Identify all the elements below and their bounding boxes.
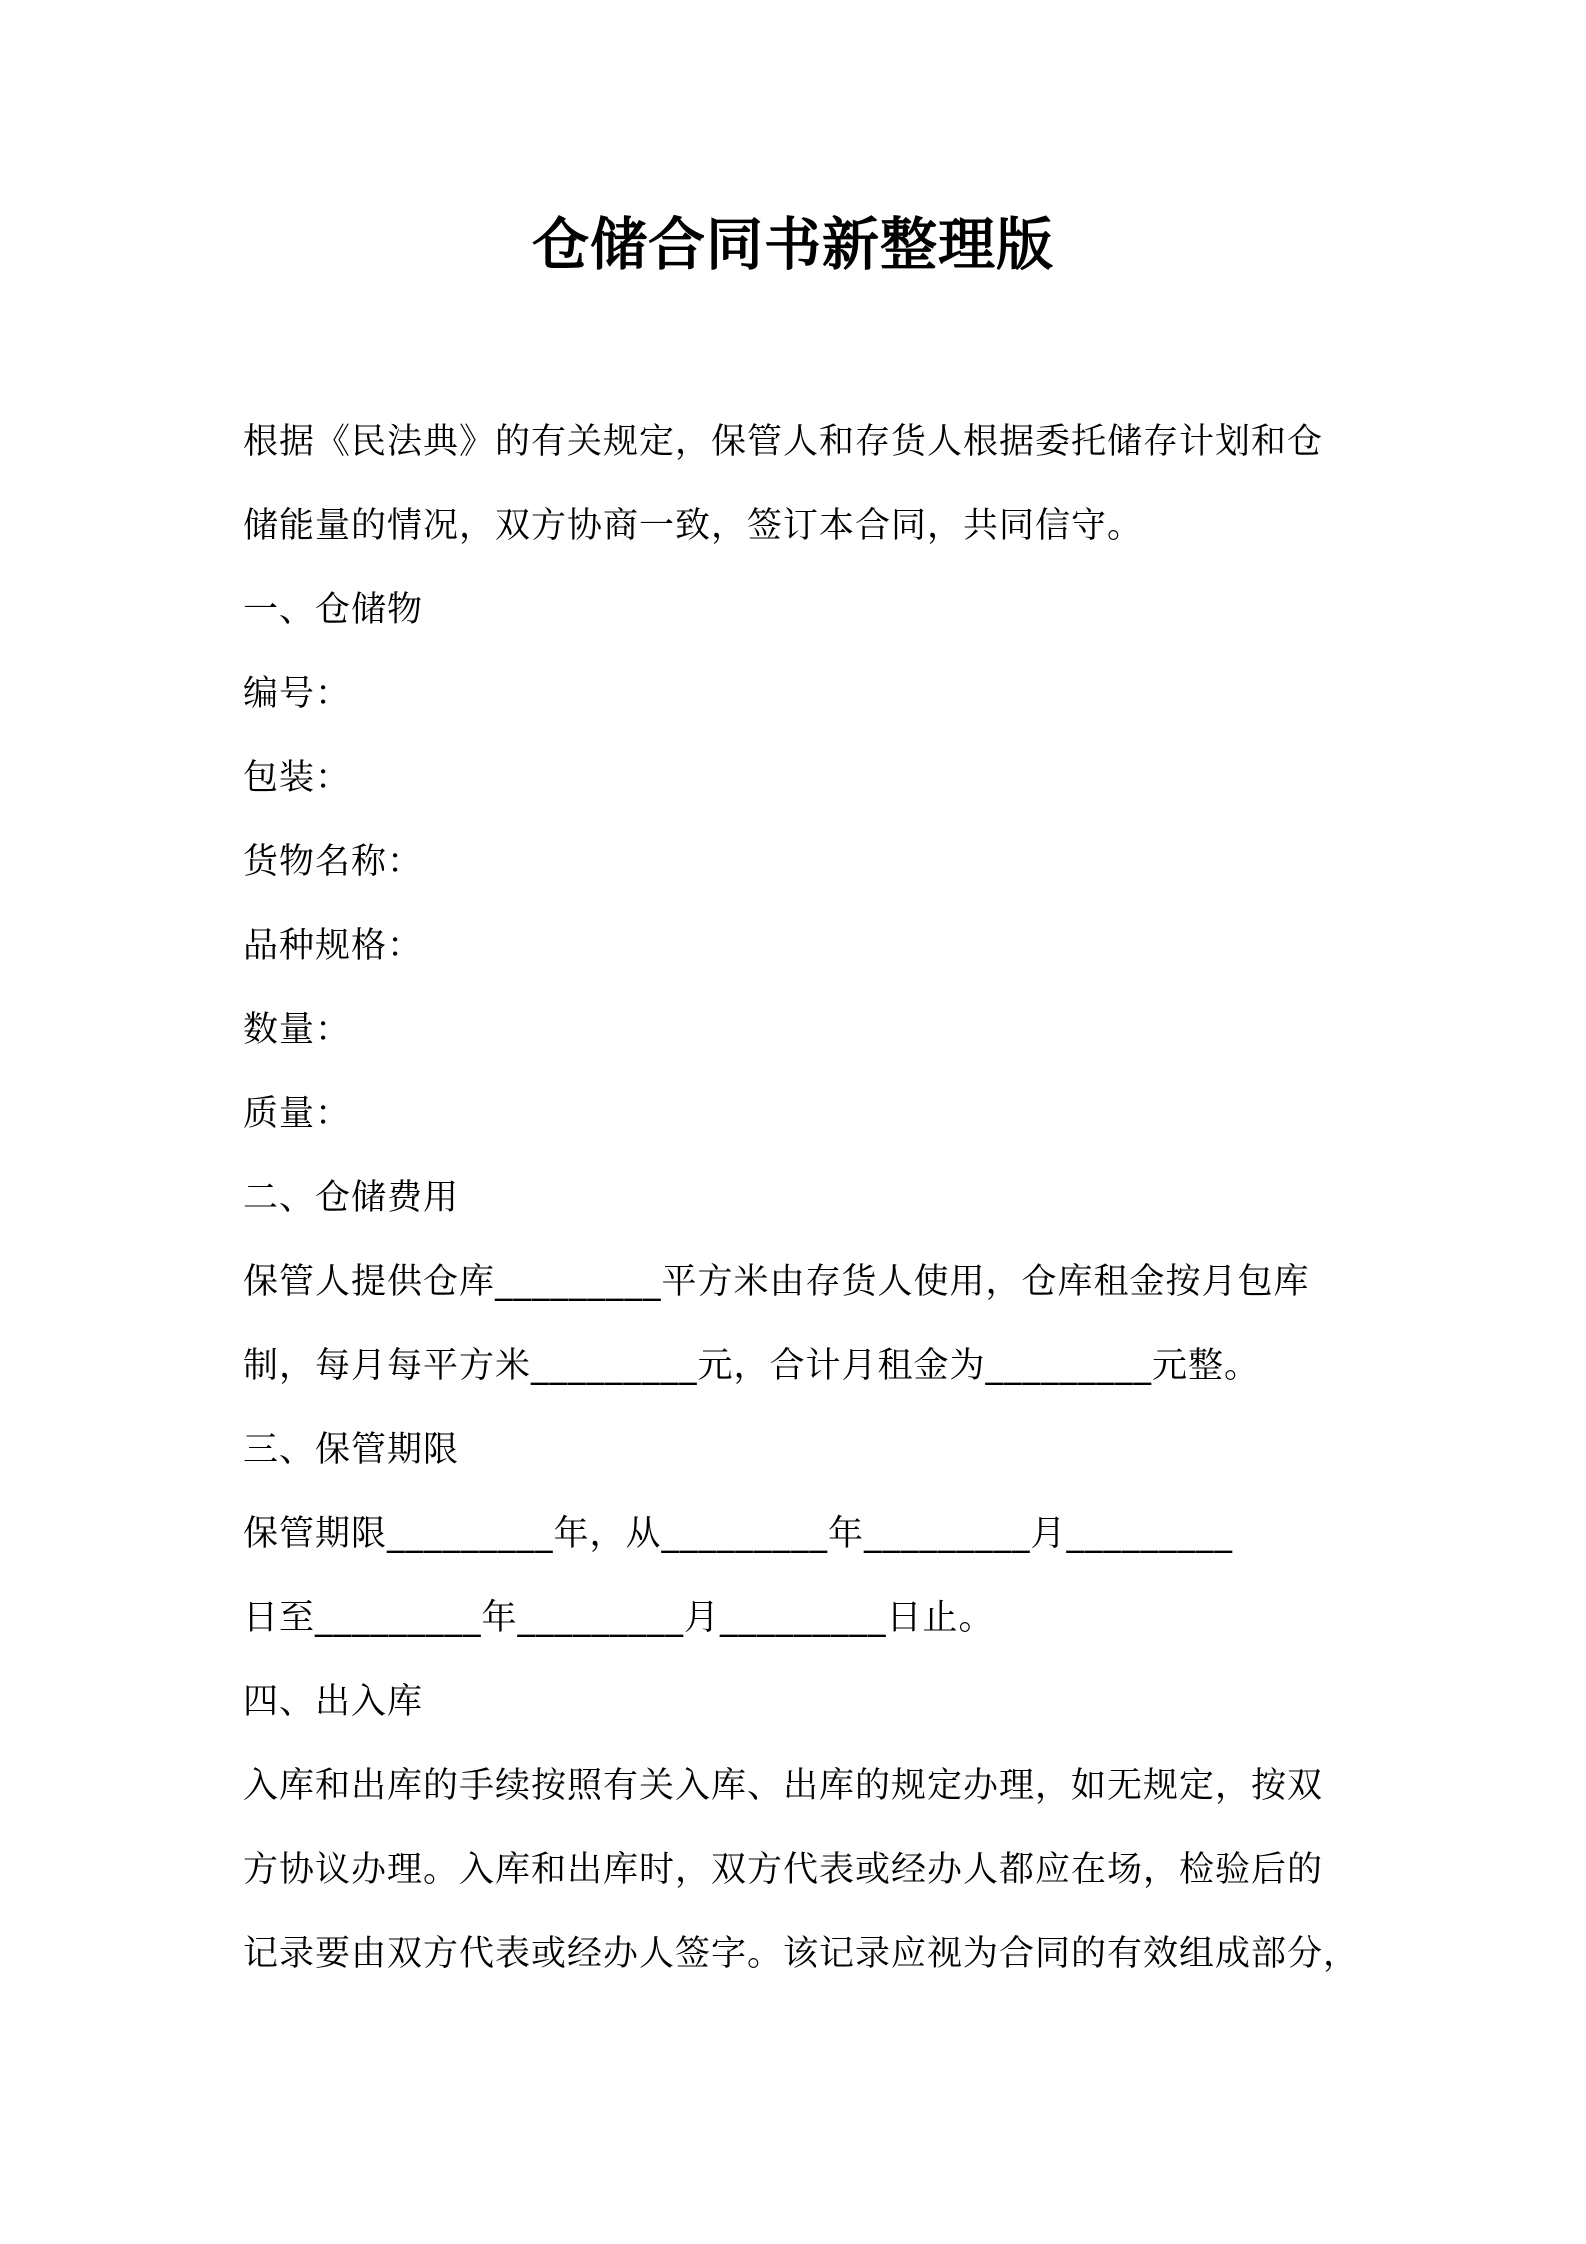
document-body bbox=[243, 400, 1373, 1996]
field-label: 货物名称： bbox=[243, 842, 424, 882]
field-label: 质量： bbox=[243, 1094, 352, 1134]
body-line: 储能量的情况，双方协商一致，签订本合同，共同信守。 bbox=[243, 506, 1144, 546]
body-line: 保管人提供仓库_________平方米由存货人使用，仓库租金按月包库 bbox=[243, 1262, 1310, 1302]
body-line: 制，每月每平方米_________元，合计月租金为_________元整。 bbox=[243, 1346, 1261, 1386]
body-line: 根据《民法典》的有关规定，保管人和存货人根据委托储存计划和仓 bbox=[243, 422, 1324, 462]
section-heading: 一、仓储物 bbox=[243, 590, 424, 630]
body-line: 方协议办理。入库和出库时，双方代表或经办人都应在场，检验后的 bbox=[243, 1850, 1324, 1890]
body-line: 记录要由双方代表或经办人签字。该记录应视为合同的有效组成部分， bbox=[243, 1934, 1360, 1974]
field-label: 品种规格： bbox=[243, 926, 424, 966]
body-line: 日至_________年_________月_________日止。 bbox=[243, 1598, 995, 1638]
section-heading: 四、出入库 bbox=[243, 1682, 424, 1722]
field-label: 包装： bbox=[243, 758, 352, 798]
body-line: 入库和出库的手续按照有关入库、出库的规定办理，如无规定，按双 bbox=[243, 1766, 1324, 1806]
field-label: 数量： bbox=[243, 1010, 352, 1050]
section-heading: 三、保管期限 bbox=[243, 1430, 460, 1470]
document-title: 仓储合同书新整理版 bbox=[532, 212, 1054, 278]
body-line: 保管期限_________年，从_________年_________月_________ bbox=[243, 1514, 1234, 1554]
section-heading: 二、仓储费用 bbox=[243, 1178, 460, 1218]
field-label: 编号： bbox=[243, 674, 352, 714]
